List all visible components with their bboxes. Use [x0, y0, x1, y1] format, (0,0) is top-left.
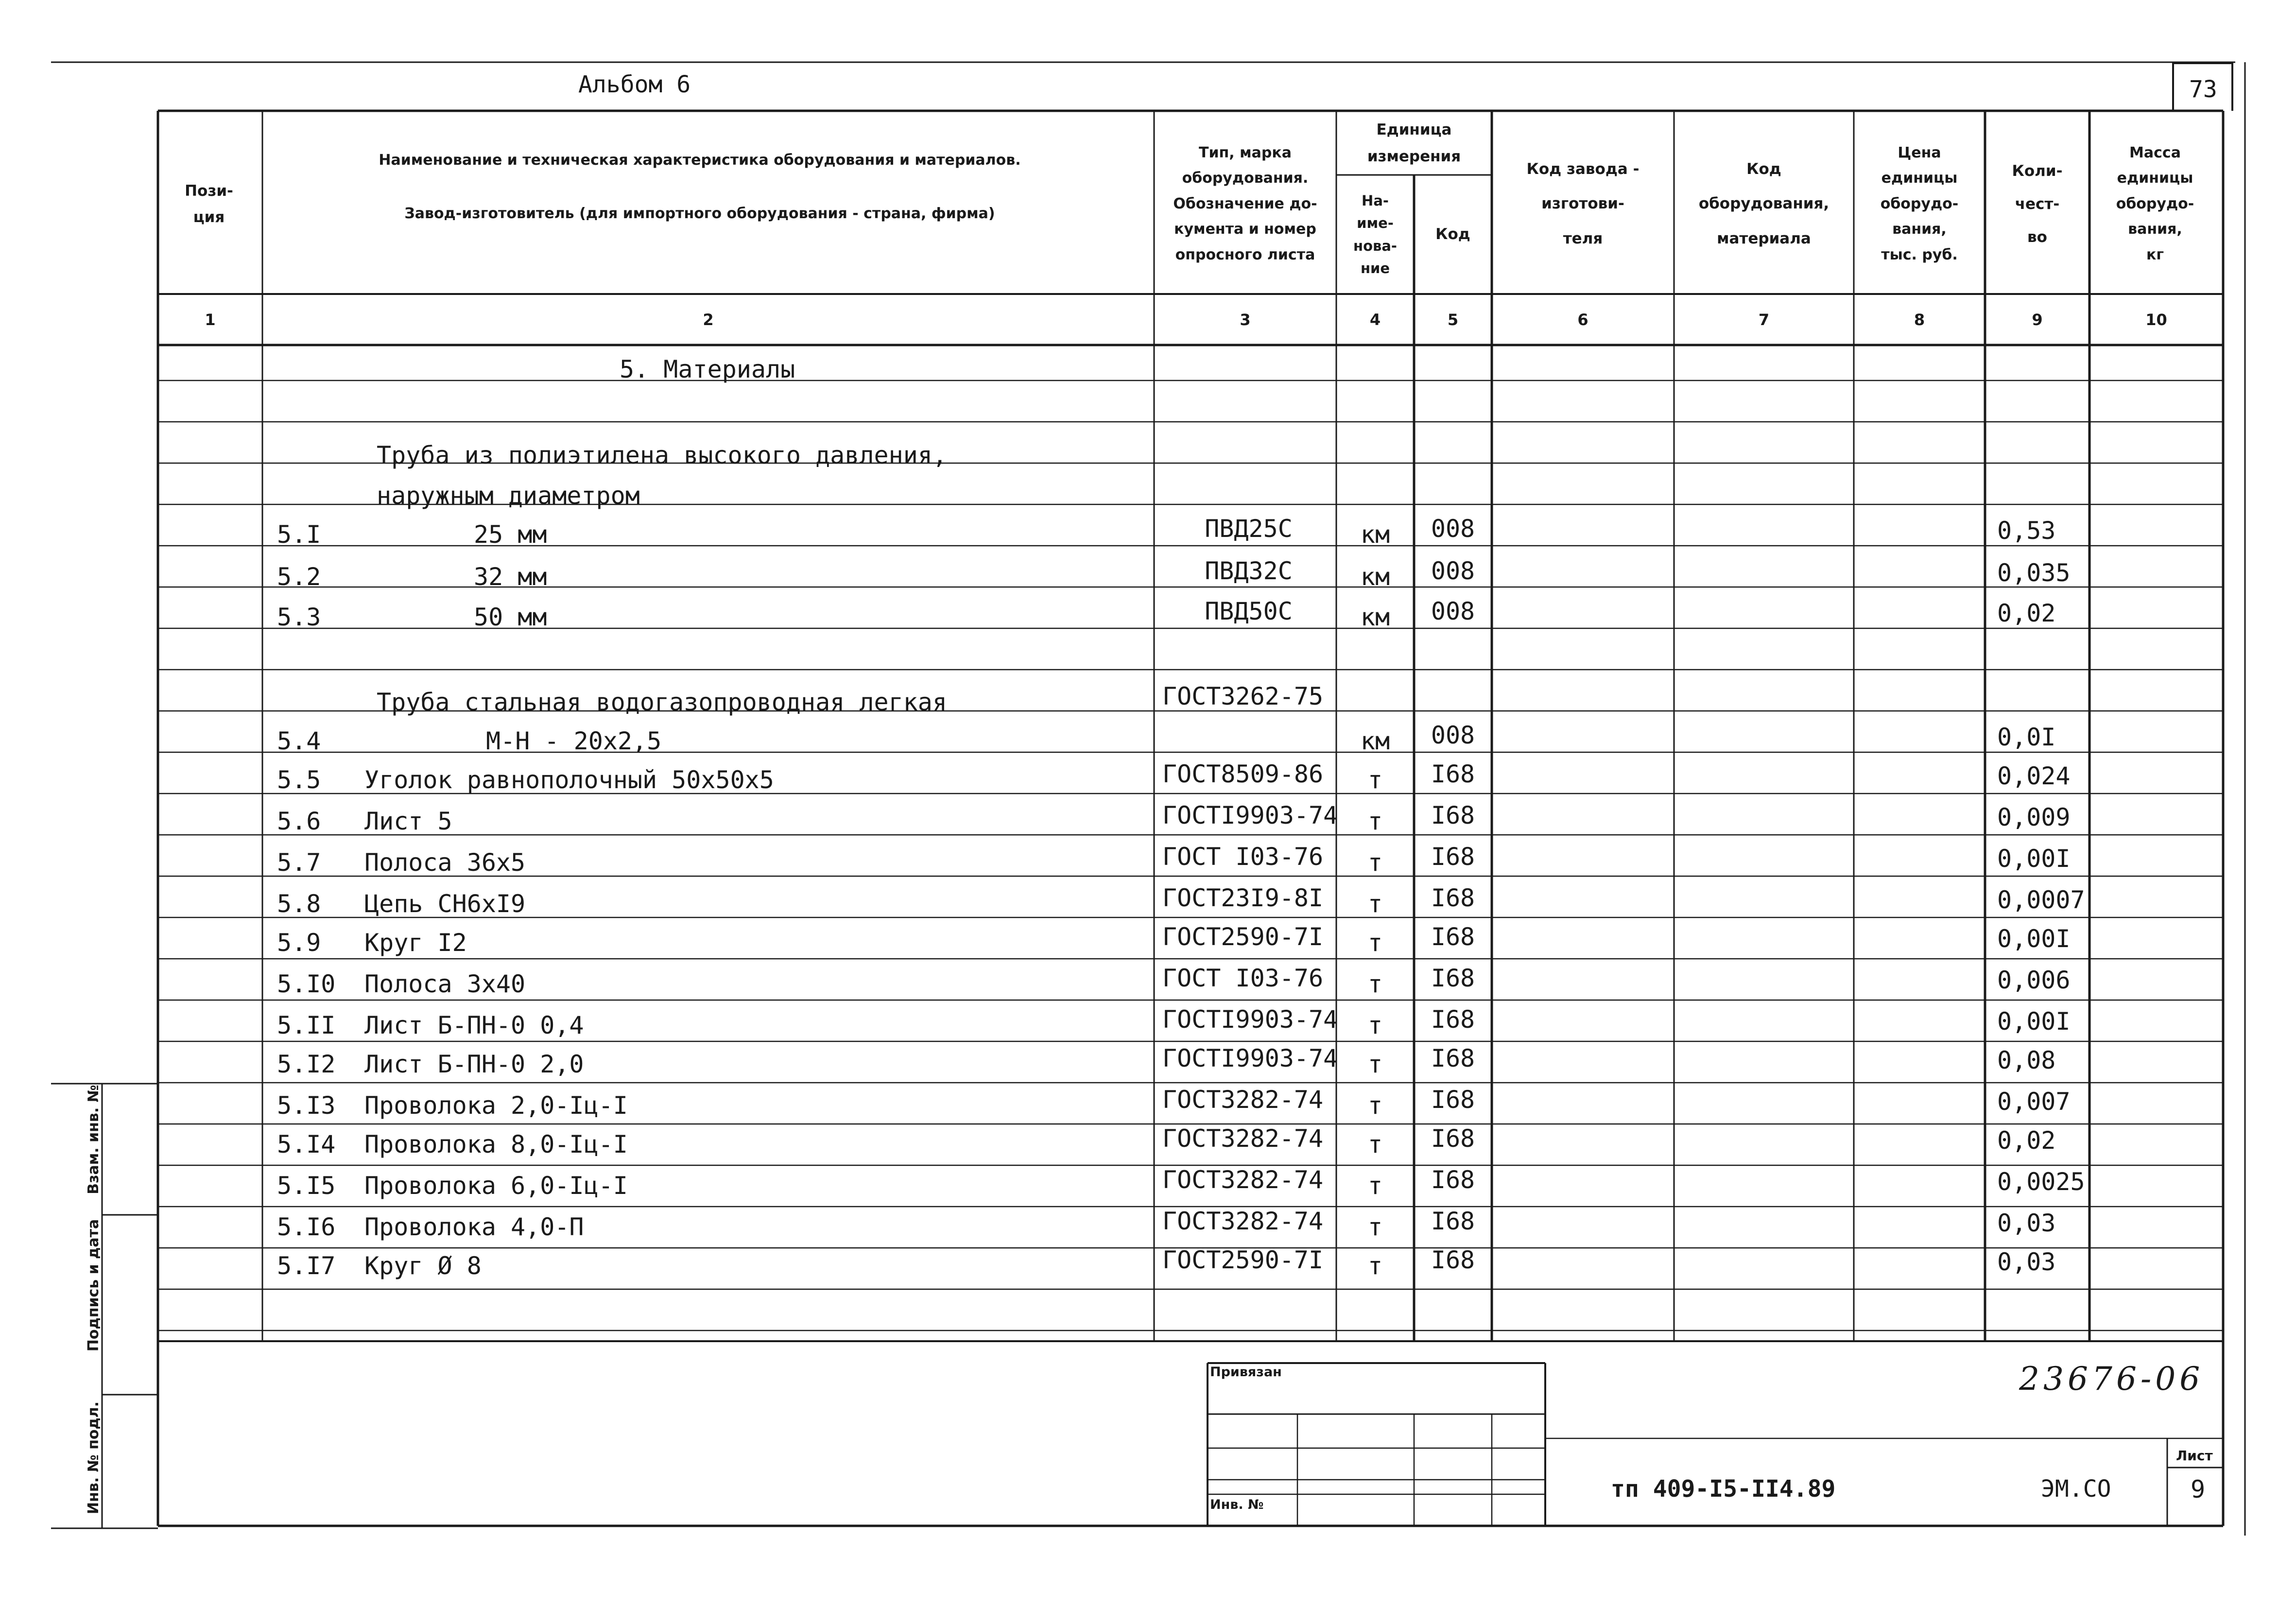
row-position: 5.I6	[277, 1213, 336, 1241]
row-unit: т	[1367, 807, 1383, 835]
row-name: 50 мм	[474, 603, 547, 631]
row-document: ГОСТ3282-74	[1162, 1124, 1324, 1153]
row-quantity: 0,007	[1997, 1088, 2071, 1116]
row-unit: т	[1367, 1130, 1383, 1158]
row-document: ГОСТ3282-74	[1162, 1207, 1324, 1235]
row-unit: т	[1367, 1213, 1383, 1241]
row-position: 5.7	[277, 848, 321, 877]
row-unit: т	[1367, 1252, 1383, 1280]
row-name: 32 мм	[474, 563, 547, 591]
row-quantity: 0,009	[1997, 803, 2071, 831]
row-unit-code: I68	[1431, 1124, 1475, 1153]
header-unit-name: На- име- нова- ние	[1353, 192, 1397, 276]
row-unit-code: I68	[1431, 1086, 1475, 1114]
stamp-sheet-number: 9	[2191, 1475, 2206, 1503]
row-quantity: 0,0025	[1997, 1168, 2085, 1196]
row-quantity: 0,02	[1997, 599, 2056, 627]
row-name: Полоса 36х5	[364, 848, 526, 877]
header-plant-code: Код завода - изготови- теля	[1526, 160, 1640, 247]
row-unit-code: I68	[1431, 1166, 1475, 1194]
row-quantity: 0,03	[1997, 1209, 2056, 1237]
row-position: 5.6	[277, 807, 321, 835]
row-position: 5.II	[277, 1011, 336, 1039]
row-position: 5.I7	[277, 1252, 336, 1280]
row-document: ГОСТ3282-74	[1162, 1166, 1324, 1194]
header-type-doc: Тип, марка оборудования. Обозначение до- кумента и номер опросного листа	[1173, 144, 1317, 263]
column-number-10: 10	[2145, 311, 2167, 329]
row-position: 5.I3	[277, 1091, 336, 1120]
row-position: 5.5	[277, 766, 321, 794]
row-position: 5.I4	[277, 1130, 336, 1158]
section-title: 5. Материалы	[620, 355, 795, 383]
row-unit: км	[1360, 603, 1390, 631]
column-number-2: 2	[703, 311, 714, 329]
row-unit: км	[1360, 727, 1390, 755]
row-name: Лист 5	[364, 807, 452, 835]
row-unit-code: 008	[1431, 557, 1475, 585]
row-name: Проволока 6,0-Iц-I	[364, 1172, 628, 1200]
row-unit-code: I68	[1431, 801, 1475, 829]
row-unit: т	[1367, 1011, 1383, 1039]
row-document: ГОСТI9903-74	[1162, 1044, 1338, 1072]
row-quantity: 0,02	[1997, 1126, 2056, 1155]
row-quantity: 0,03	[1997, 1248, 2056, 1276]
column-number-9: 9	[2032, 311, 2043, 329]
row-position: 5.8	[277, 890, 321, 918]
row-unit: т	[1367, 848, 1383, 877]
row-name: Лист Б-ПН-0 2,0	[364, 1050, 584, 1078]
column-number-5: 5	[1447, 311, 1459, 329]
stamp-privyazan: Привязан	[1210, 1365, 1282, 1380]
row-document: ГОСТ8509-86	[1162, 760, 1324, 788]
row-unit-code: I68	[1431, 923, 1475, 951]
row-unit-code: 008	[1431, 597, 1475, 625]
stamp-sheet-label: Лист	[2176, 1448, 2213, 1464]
row-position: 5.4	[277, 727, 321, 755]
row-quantity: 0,006	[1997, 966, 2071, 994]
row-name: Круг I2	[364, 929, 467, 957]
row-quantity: 0,08	[1997, 1046, 2056, 1074]
header-mass: Масса единицы оборудо- вания, кг	[2116, 144, 2194, 263]
row-quantity: 0,00I	[1997, 1007, 2071, 1036]
row-document: ГОСТ2590-7I	[1162, 923, 1324, 951]
row-document: ГОСТI9903-74	[1162, 801, 1338, 829]
row-document: ПВД50С	[1205, 597, 1293, 625]
stamp-sheet-code: ЭМ.СО	[2041, 1475, 2111, 1503]
row-name: Проволока 8,0-Iц-I	[364, 1130, 628, 1158]
row-position: 5.9	[277, 929, 321, 957]
row-position: 5.2	[277, 563, 321, 591]
header-quantity: Коли- чест- во	[2012, 162, 2063, 246]
row-unit: т	[1367, 929, 1383, 957]
row-name: М-Н - 20х2,5	[486, 727, 662, 755]
header-position: Пози- ция	[185, 182, 233, 226]
header-equipment-code: Код оборудования, материала	[1698, 160, 1830, 247]
column-number-7: 7	[1758, 311, 1770, 329]
row-quantity: 0,0I	[1997, 723, 2056, 751]
row-unit-code: I68	[1431, 1044, 1475, 1072]
row-unit: т	[1367, 970, 1383, 998]
row-unit-code: I68	[1431, 760, 1475, 788]
row-document: ГОСТ3282-74	[1162, 1086, 1324, 1114]
row-name: наружным диаметром	[377, 482, 640, 510]
row-name: Уголок равнополочный 50х50х5	[364, 766, 774, 794]
row-position: 5.I2	[277, 1050, 336, 1078]
row-name: Полоса 3х40	[364, 970, 526, 998]
row-unit-code: 008	[1431, 721, 1475, 749]
header-name-line1: Наименование и техническая характеристика оборудования и материалов.	[379, 151, 1021, 169]
handwritten-number: 23676-06	[2019, 1360, 2204, 1398]
header-name-line2: Завод-изготовитель (для импортного оборудования - страна, фирма)	[404, 205, 995, 222]
row-position: 5.I	[277, 520, 321, 549]
album-title: Альбом 6	[578, 71, 691, 98]
row-name: 25 мм	[474, 520, 547, 549]
column-number-3: 3	[1240, 311, 1251, 329]
header-unit-code: Код	[1435, 225, 1470, 243]
row-document: ГОСТ23I9-8I	[1162, 884, 1324, 912]
row-document: ГОСТ3262-75	[1162, 682, 1324, 710]
row-unit-code: I68	[1431, 1005, 1475, 1034]
row-document: ГОСТ I03-76	[1162, 843, 1324, 871]
row-quantity: 0,00I	[1997, 845, 2071, 873]
row-unit: т	[1367, 1050, 1383, 1078]
side-label-vzam: Взам. инв. №	[85, 1085, 102, 1194]
row-unit-code: I68	[1431, 1207, 1475, 1235]
row-position: 5.I5	[277, 1172, 336, 1200]
row-unit-code: I68	[1431, 884, 1475, 912]
row-unit-code: I68	[1431, 1246, 1475, 1274]
row-quantity: 0,0007	[1997, 886, 2085, 914]
row-name: Цепь СН6хI9	[364, 890, 526, 918]
row-unit-code: I68	[1431, 843, 1475, 871]
row-position: 5.I0	[277, 970, 336, 998]
row-name: Труба из полиэтилена высокого давления,	[377, 441, 947, 469]
side-label-podpis: Подпись и дата	[85, 1219, 102, 1352]
row-unit: т	[1367, 766, 1383, 794]
row-unit: км	[1360, 520, 1390, 549]
row-name: Труба стальная водогазопроводная легкая	[377, 688, 947, 716]
row-name: Лист Б-ПН-0 0,4	[364, 1011, 584, 1039]
column-number-6: 6	[1577, 311, 1588, 329]
row-name: Круг Ø 8	[364, 1252, 482, 1280]
row-quantity: 0,035	[1997, 559, 2071, 587]
row-unit: т	[1367, 890, 1383, 918]
row-document: ГОСТI9903-74	[1162, 1005, 1338, 1034]
row-unit-code: I68	[1431, 964, 1475, 992]
header-unit-price: Цена единицы оборудо- вания, тыс. руб.	[1880, 144, 1959, 263]
row-document: ПВД32С	[1205, 557, 1293, 585]
side-label-inv-podl: Инв. № подл.	[85, 1401, 102, 1515]
stamp-doc-code: тп 409-I5-II4.89	[1611, 1475, 1836, 1503]
row-document: ПВД25С	[1205, 515, 1293, 543]
column-number-8: 8	[1914, 311, 1925, 329]
row-position: 5.3	[277, 603, 321, 631]
row-unit: т	[1367, 1172, 1383, 1200]
row-unit-code: 008	[1431, 515, 1475, 543]
row-quantity: 0,024	[1997, 762, 2071, 790]
row-name: Проволока 4,0-П	[364, 1213, 584, 1241]
row-document: ГОСТ2590-7I	[1162, 1246, 1324, 1274]
row-unit: км	[1360, 563, 1390, 591]
column-number-1: 1	[205, 311, 216, 329]
row-quantity: 0,53	[1997, 517, 2056, 545]
header-unit-group: Единица измерения	[1367, 121, 1461, 165]
row-document: ГОСТ I03-76	[1162, 964, 1324, 992]
column-number-4: 4	[1369, 311, 1381, 329]
row-name: Проволока 2,0-Iц-I	[364, 1091, 628, 1120]
page-number: 73	[2189, 76, 2217, 103]
row-unit: т	[1367, 1091, 1383, 1120]
stamp-inv-no: Инв. №	[1210, 1497, 1264, 1512]
row-quantity: 0,00I	[1997, 925, 2071, 953]
